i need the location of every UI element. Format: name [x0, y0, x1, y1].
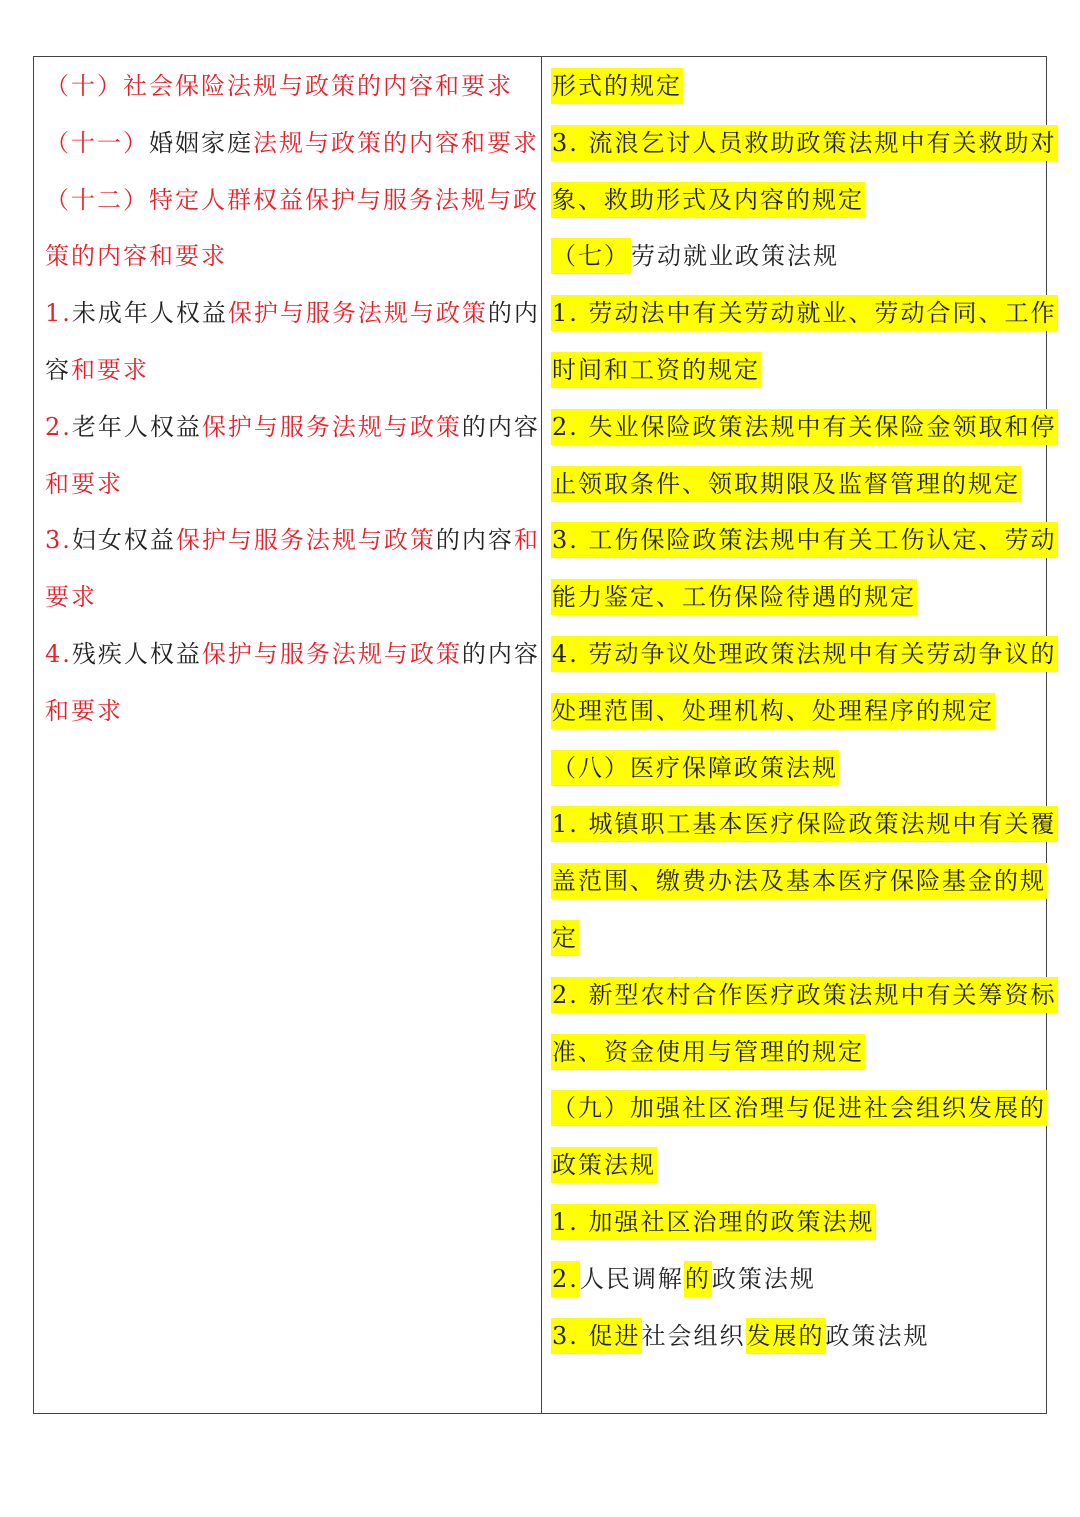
right-text-line	[551, 180, 865, 220]
text-segment: 政策法规	[551, 1147, 657, 1183]
text-segment: （九）加强社区治理与促进社会组织发展的	[551, 1090, 1047, 1126]
text-segment: （十一）	[45, 128, 149, 157]
text-segment: 政策法规	[711, 1264, 816, 1293]
text-segment: 的内	[487, 299, 540, 328]
right-text-line	[551, 975, 1058, 1015]
text-segment: 的内容	[461, 640, 540, 668]
left-text-line	[45, 634, 540, 674]
text-segment: 2. 新型农村合作医疗政策法规中有关筹资标	[551, 977, 1058, 1013]
text-segment: 准、资金使用与管理的规定	[551, 1034, 865, 1070]
text-segment: 时间和工资的规定	[551, 352, 761, 388]
text-segment: 保护与服务法规与政策	[175, 526, 436, 555]
text-segment: 1.	[45, 299, 72, 328]
text-segment: 和要求	[45, 469, 123, 498]
right-text-line	[551, 861, 1047, 901]
text-segment: 老年人权益	[71, 412, 202, 441]
text-segment: 未成年人权益	[71, 299, 228, 328]
text-segment: 妇女权益	[71, 526, 176, 555]
left-text-line	[45, 180, 539, 220]
text-segment: 人民调解	[579, 1264, 684, 1293]
right-text-line	[551, 1032, 865, 1072]
outline-table	[33, 56, 1057, 1414]
left-text-line	[45, 464, 123, 504]
right-text-line	[551, 748, 839, 788]
column-divider	[541, 57, 542, 1413]
right-text-line	[551, 804, 1058, 844]
left-text-line	[45, 293, 540, 333]
text-segment: 4.	[45, 640, 72, 668]
text-segment: （八）医疗保障政策法规	[551, 750, 839, 786]
text-segment: 和要求	[71, 356, 149, 384]
right-text-line	[551, 918, 579, 958]
right-text-line	[551, 634, 1058, 674]
text-segment: （七）	[551, 238, 631, 274]
text-segment: 4. 劳动争议处理政策法规中有关劳动争议的	[551, 636, 1058, 672]
text-segment: 劳动就业政策法规	[631, 242, 839, 271]
text-segment: 发展的	[746, 1318, 826, 1354]
text-segment: 保护与服务法规与政策	[227, 299, 488, 328]
text-segment: 处理范围、处理机构、处理程序的规定	[551, 693, 995, 729]
text-segment: 1. 加强社区治理的政策法规	[551, 1204, 876, 1240]
right-text-line	[551, 66, 683, 106]
text-segment: 2.	[45, 412, 72, 441]
text-segment: 象、救助形式及内容的规定	[551, 182, 865, 218]
right-text-line	[551, 293, 1058, 333]
right-text-line	[551, 1259, 816, 1299]
text-segment: 要求	[45, 583, 97, 612]
right-text-line	[551, 464, 1021, 504]
text-segment: 容	[45, 356, 71, 384]
right-text-line	[551, 1145, 657, 1185]
right-text-line	[551, 236, 839, 276]
text-segment: 3. 促进	[551, 1318, 642, 1354]
text-segment: 2.	[551, 1261, 580, 1297]
text-segment: 保护与服务法规与政策	[201, 412, 462, 441]
text-segment: 婚姻家庭	[149, 128, 253, 157]
right-text-line	[551, 691, 995, 731]
text-segment: 的内容	[461, 412, 540, 441]
right-text-line	[551, 520, 1058, 560]
text-segment: 定	[551, 920, 579, 956]
left-text-line	[45, 350, 149, 390]
text-segment: 和	[513, 526, 540, 555]
left-text-line	[45, 407, 540, 447]
right-text-line	[551, 1088, 1047, 1128]
right-text-line	[551, 350, 761, 390]
text-segment: 保护与服务法规与政策	[201, 640, 462, 668]
right-text-line	[551, 1316, 930, 1356]
text-segment: 盖范围、缴费办法及基本医疗保险基金的规	[551, 863, 1047, 899]
text-segment: 形式的规定	[551, 68, 683, 104]
right-text-line	[551, 407, 1058, 447]
left-text-line	[45, 236, 227, 276]
text-segment: 3. 工伤保险政策法规中有关工伤认定、劳动	[551, 522, 1058, 558]
text-segment: 能力鉴定、工伤保险待遇的规定	[551, 579, 917, 615]
text-segment: （十二）特定人群权益保护与服务法规与政	[45, 185, 539, 214]
text-segment: 社会组织	[641, 1321, 746, 1350]
left-text-line	[45, 123, 539, 163]
text-segment: 法规与政策的内容和要求	[253, 128, 539, 157]
left-text-line	[45, 66, 513, 106]
text-segment: 策的内容和要求	[45, 242, 227, 271]
text-segment: 2. 失业保险政策法规中有关保险金领取和停	[551, 409, 1058, 445]
text-segment: 的内容	[435, 526, 514, 555]
text-segment: （十）社会保险法规与政策的内容和要求	[45, 72, 513, 100]
text-segment: 1. 劳动法中有关劳动就业、劳动合同、工作	[551, 295, 1058, 331]
right-text-line	[551, 1202, 876, 1242]
text-segment: 1. 城镇职工基本医疗保险政策法规中有关覆	[551, 806, 1058, 842]
left-text-line	[45, 577, 97, 617]
text-segment: 政策法规	[825, 1321, 930, 1350]
left-text-line	[45, 691, 123, 731]
text-segment: 3. 流浪乞讨人员救助政策法规中有关救助对	[551, 125, 1058, 161]
right-text-line	[551, 577, 917, 617]
left-text-line	[45, 520, 540, 560]
text-segment: 止领取条件、领取期限及监督管理的规定	[551, 466, 1021, 502]
text-segment: 和要求	[45, 696, 123, 725]
text-segment: 残疾人权益	[71, 640, 202, 668]
right-text-line	[551, 123, 1058, 163]
text-segment: 的	[684, 1261, 712, 1297]
text-segment: 3.	[45, 526, 72, 555]
